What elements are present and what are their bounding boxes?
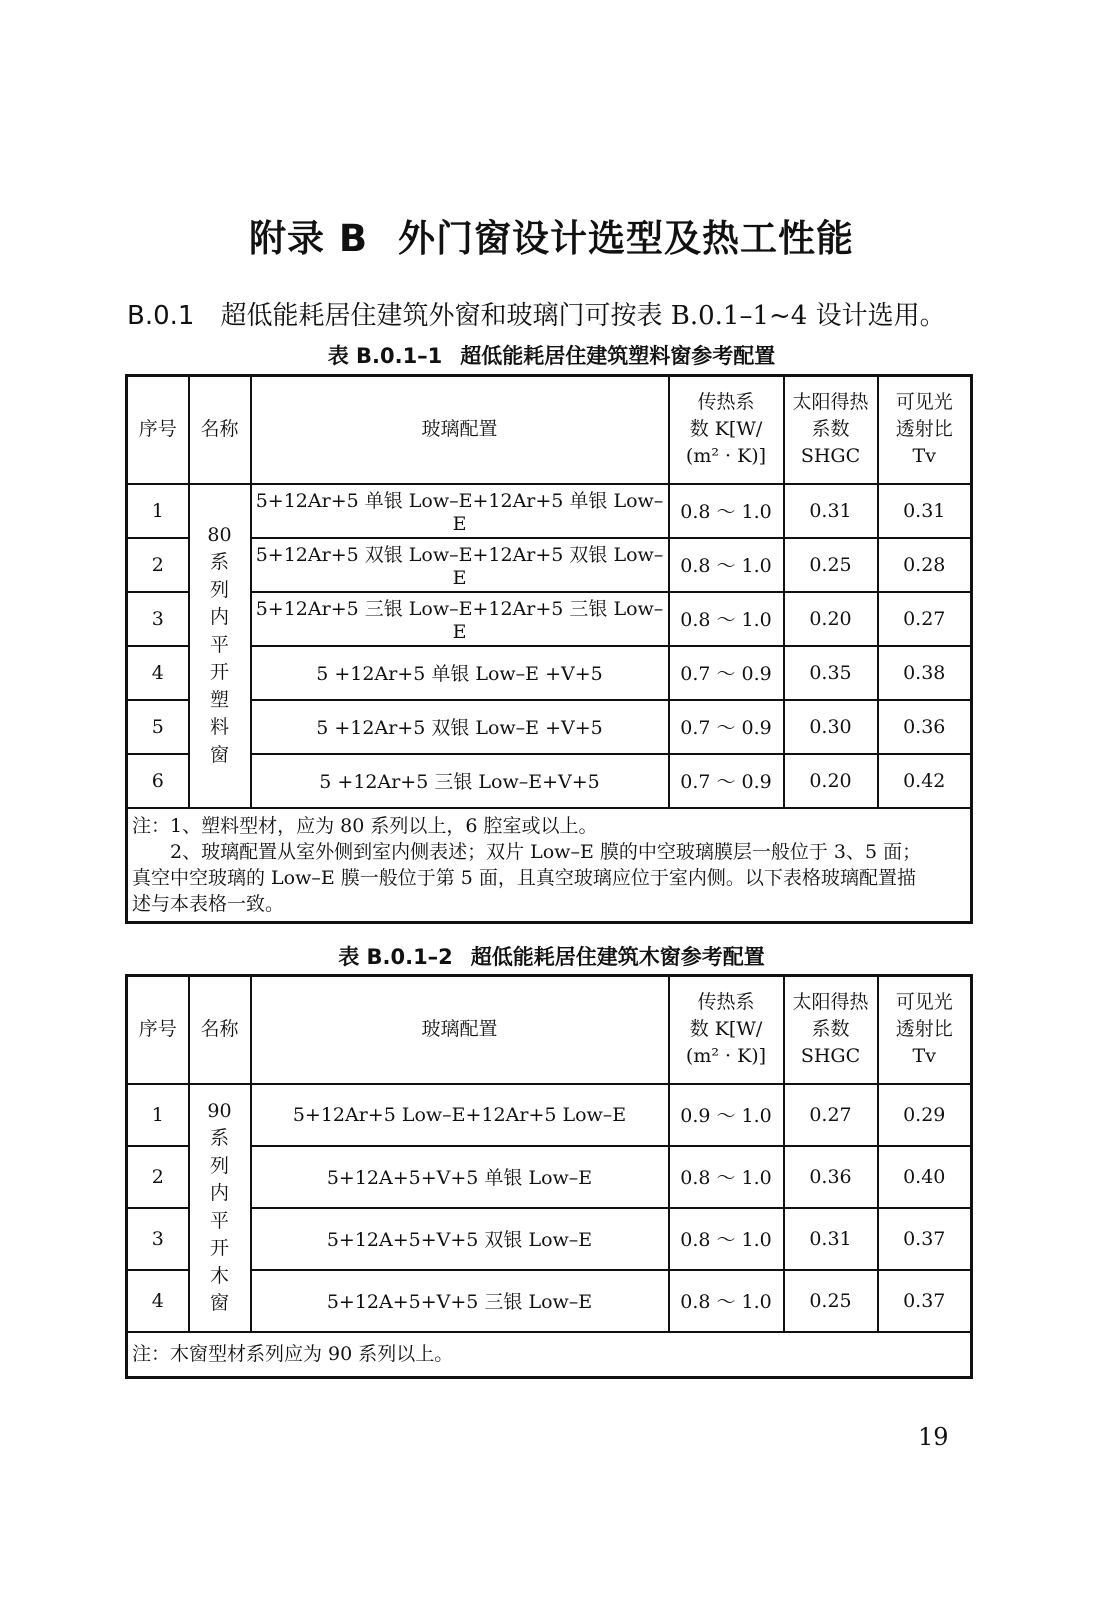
- table1-name-char: 开: [209, 661, 229, 684]
- table1-row5-tv: 0.36: [878, 700, 972, 754]
- table1-header-k-line2: 数 K[W/: [689, 418, 763, 441]
- table-row: [127, 1270, 972, 1332]
- table1-header-tv-line3: Tv: [912, 445, 936, 468]
- table1-row1-tv: 0.31: [878, 484, 972, 538]
- table2-header-glass: 玻璃配置: [251, 976, 669, 1084]
- table1-name-char: 窗: [209, 743, 229, 766]
- table1-row4-k: 0.7 ～ 0.9: [669, 646, 784, 700]
- table1-header-row: [127, 376, 972, 484]
- table1-row6-seq: 6: [127, 754, 189, 808]
- table1-header-k-line1: 传热系: [697, 391, 755, 414]
- table1-row5-seq: 5: [127, 700, 189, 754]
- table1-row4-shgc: 0.35: [784, 646, 878, 700]
- table1-header-shgc-line3: SHGC: [800, 445, 861, 468]
- table2-header-shgc: [784, 976, 878, 1084]
- table-row: [127, 700, 972, 754]
- table1-header-seq: 序号: [127, 376, 189, 484]
- table1-row1-k: 0.8 ～ 1.0: [669, 484, 784, 538]
- table2-header-shgc-line2: 系数: [811, 1018, 850, 1041]
- table1-row6-shgc: 0.20: [784, 754, 878, 808]
- table2-row4-seq: 4: [127, 1270, 189, 1332]
- table2-name-char: 开: [209, 1237, 229, 1259]
- clause-paragraph: [127, 295, 946, 332]
- table1-name-char: 料: [209, 716, 229, 739]
- table2-header-k-line1: 传热系: [697, 991, 755, 1014]
- table1-name-cell: [189, 484, 251, 808]
- table2-row3-k: 0.8 ～ 1.0: [669, 1208, 784, 1270]
- table1-header-name: 名称: [189, 376, 251, 484]
- table1-row5-k: 0.7 ～ 0.9: [669, 700, 784, 754]
- table2-header-k-line3: (m² · K)]: [685, 1045, 767, 1068]
- table2-row3-glass: 5+12A+5+V+5 双银 Low–E: [251, 1208, 669, 1270]
- table2-row4-tv: 0.37: [878, 1270, 972, 1332]
- table2-note-row: [127, 1332, 972, 1378]
- table-row: [127, 538, 972, 592]
- table2-name-char: 内: [209, 1182, 229, 1204]
- table2-name-char: 木: [209, 1264, 229, 1287]
- table2-header-k-line2: 数 K[W/: [689, 1018, 763, 1041]
- table2-row4-glass: 5+12A+5+V+5 三银 Low–E: [251, 1270, 669, 1332]
- table1-row5-glass: 5 +12Ar+5 双银 Low–E +V+5: [251, 700, 669, 754]
- table2-row3-tv: 0.37: [878, 1208, 972, 1270]
- table2-name-char: 列: [209, 1154, 229, 1177]
- table1: [125, 374, 973, 924]
- clause-number: B.0.1: [127, 301, 195, 331]
- table2-header-tv-line2: 透射比: [895, 1018, 953, 1041]
- table2-name-cell: [189, 1084, 251, 1332]
- table1-header-tv-line1: 可见光: [895, 391, 953, 414]
- table1-name-char: 塑: [209, 688, 229, 711]
- table2-header-row: [127, 976, 972, 1084]
- table2-header-shgc-line3: SHGC: [800, 1045, 861, 1068]
- table2: [125, 974, 973, 1379]
- table1-name-char: 平: [209, 633, 229, 656]
- table1-header-glass: 玻璃配置: [251, 376, 669, 484]
- table1-name-char: 80: [207, 523, 232, 546]
- appendix-title: [0, 208, 1103, 262]
- table1-header-shgc-line1: 太阳得热: [792, 391, 869, 414]
- table1-row1-seq: 1: [127, 484, 189, 538]
- table1-row6-glass: 5 +12Ar+5 三银 Low–E+V+5: [251, 754, 669, 808]
- table1-row2-seq: 2: [127, 538, 189, 592]
- table1-header-k: [669, 376, 784, 484]
- table2-caption-no: 表 B.0.1–2: [338, 945, 453, 969]
- table1-header-shgc: [784, 376, 878, 484]
- table1-header-tv: [878, 376, 972, 484]
- table1-row2-tv: 0.28: [878, 538, 972, 592]
- table1-name-char: 系: [209, 551, 229, 574]
- table1-row3-k: 0.8 ～ 1.0: [669, 592, 784, 646]
- clause-text: 超低能耗居住建筑外窗和玻璃门可按表 B.0.1–1~4 设计选用。: [220, 301, 946, 331]
- table2-row3-shgc: 0.31: [784, 1208, 878, 1270]
- table1-row3-seq: 3: [127, 592, 189, 646]
- table1-row2-shgc: 0.25: [784, 538, 878, 592]
- table2-header-tv-line1: 可见光: [895, 991, 953, 1014]
- table2-header-seq: 序号: [127, 976, 189, 1084]
- table1-name-char: 内: [209, 606, 229, 629]
- page-number: 19: [918, 1423, 949, 1451]
- table2-name-char: 90: [207, 1099, 232, 1122]
- table1-row6-tv: 0.42: [878, 754, 972, 808]
- table1-caption: [0, 340, 1103, 370]
- table-row: [127, 592, 972, 646]
- table1-note-line2: 2、玻璃配置从室外侧到室内侧表述；双片 Low–E 膜的中空玻璃膜层一般位于 3、5 面；: [170, 840, 922, 863]
- table2-row1-shgc: 0.27: [784, 1084, 878, 1146]
- table1-row4-seq: 4: [127, 646, 189, 700]
- table1-row1-shgc: 0.31: [784, 484, 878, 538]
- table2-row1-k: 0.9 ～ 1.0: [669, 1084, 784, 1146]
- table1-row3-shgc: 0.20: [784, 592, 878, 646]
- table2-note: 注：木窗型材系列应为 90 系列以上。: [127, 1332, 972, 1378]
- table-row: [127, 646, 972, 700]
- table2-row2-tv: 0.40: [878, 1146, 972, 1208]
- table1-row5-shgc: 0.30: [784, 700, 878, 754]
- table1-caption-text: 超低能耗居住建筑塑料窗参考配置: [460, 344, 776, 368]
- table2-row1-seq: 1: [127, 1084, 189, 1146]
- table1-note: [127, 808, 972, 923]
- table1-note-row: [127, 808, 972, 923]
- table2-header-k: [669, 976, 784, 1084]
- table1-header-k-line3: (m² · K)]: [685, 445, 767, 468]
- table2-name-char: 平: [209, 1209, 229, 1232]
- table-row: [127, 754, 972, 808]
- table1-row2-glass: 5+12Ar+5 双银 Low–E+12Ar+5 双银 Low–E: [251, 538, 669, 592]
- table1-name-char: 列: [209, 578, 229, 601]
- table1-note-line3: 真空中空玻璃的 Low–E 膜一般位于第 5 面，且真空玻璃应位于室内侧。以下表格玻璃配置描: [132, 866, 916, 889]
- table2-header-shgc-line1: 太阳得热: [792, 991, 869, 1014]
- table2-row1-tv: 0.29: [878, 1084, 972, 1146]
- table2-name-char: 窗: [209, 1292, 229, 1314]
- table2-row2-seq: 2: [127, 1146, 189, 1208]
- table1-header-tv-line2: 透射比: [895, 418, 953, 441]
- table-row: [127, 484, 972, 538]
- table1-caption-no: 表 B.0.1–1: [327, 344, 443, 368]
- table1-note-line2-wrap: [132, 839, 965, 865]
- table2-caption-text: 超低能耗居住建筑木窗参考配置: [470, 945, 765, 969]
- table2-row3-seq: 3: [127, 1208, 189, 1270]
- table2-name-char: 系: [209, 1127, 229, 1149]
- appendix-title-prefix: 附录 B: [248, 217, 369, 260]
- table2-row2-shgc: 0.36: [784, 1146, 878, 1208]
- table2-header-name: 名称: [189, 976, 251, 1084]
- table2-header-tv: [878, 976, 972, 1084]
- table1-row1-glass: 5+12Ar+5 单银 Low–E+12Ar+5 单银 Low–E: [251, 484, 669, 538]
- table1-row6-k: 0.7 ～ 0.9: [669, 754, 784, 808]
- table-row: [127, 1146, 972, 1208]
- table1-row4-glass: 5 +12Ar+5 单银 Low–E +V+5: [251, 646, 669, 700]
- table1-note-line1: 注：1、塑料型材，应为 80 系列以上，6 腔室或以上。: [132, 814, 598, 837]
- table1-row2-k: 0.8 ～ 1.0: [669, 538, 784, 592]
- table2-row2-glass: 5+12A+5+V+5 单银 Low–E: [251, 1146, 669, 1208]
- table1-note-line4: 述与本表格一致。: [132, 892, 285, 915]
- table2-caption: [0, 941, 1103, 971]
- table2-row2-k: 0.8 ～ 1.0: [669, 1146, 784, 1208]
- table1-header-shgc-line2: 系数: [811, 418, 850, 441]
- appendix-title-text: 外门窗设计选型及热工性能: [398, 217, 855, 260]
- table1-row3-tv: 0.27: [878, 592, 972, 646]
- table2-header-tv-line3: Tv: [912, 1045, 936, 1068]
- table2-row4-shgc: 0.25: [784, 1270, 878, 1332]
- table2-row1-glass: 5+12Ar+5 Low–E+12Ar+5 Low–E: [251, 1084, 669, 1146]
- table-row: [127, 1208, 972, 1270]
- table2-row4-k: 0.8 ～ 1.0: [669, 1270, 784, 1332]
- table1-row4-tv: 0.38: [878, 646, 972, 700]
- table1-row3-glass: 5+12Ar+5 三银 Low–E+12Ar+5 三银 Low–E: [251, 592, 669, 646]
- table-row: [127, 1084, 972, 1146]
